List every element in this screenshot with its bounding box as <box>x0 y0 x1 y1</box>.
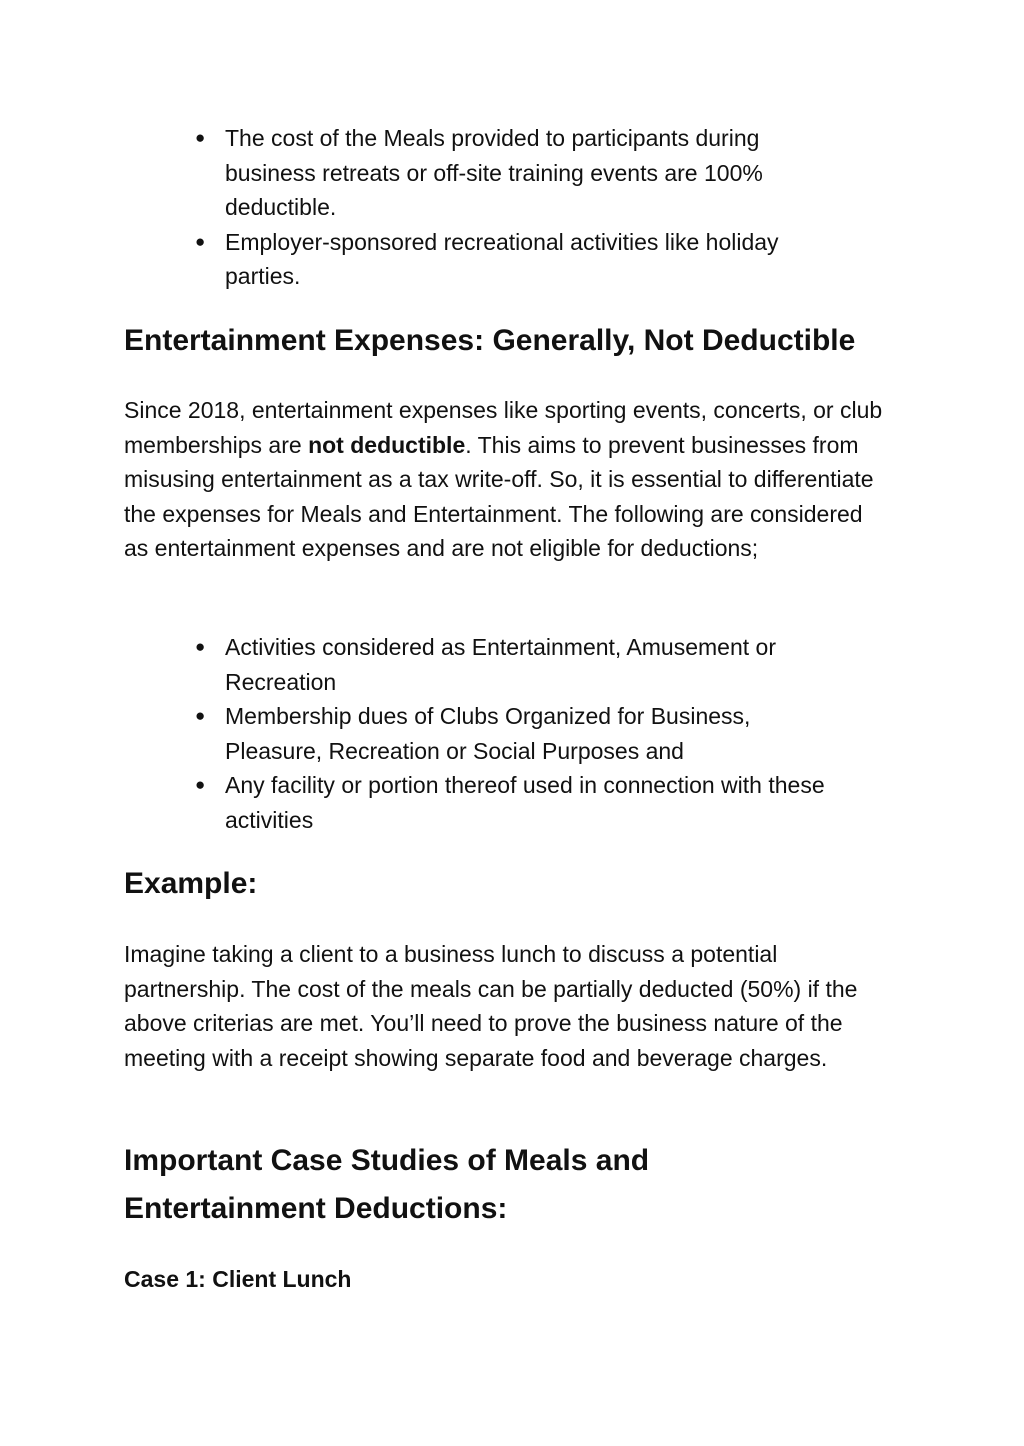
bullet-icon: ● <box>195 128 206 147</box>
list-item-text: Any facility or portion thereof used in connection with these activities <box>225 772 825 833</box>
list-item <box>195 225 845 294</box>
entertainment-heading: Entertainment Expenses: Generally, Not Deductible <box>124 324 856 357</box>
bullet-icon: ● <box>195 706 206 725</box>
list-item-text: The cost of the Meals provided to participants during business retreats or off-site training events are 100% deductible. <box>225 125 763 220</box>
list-item-text: Activities considered as Entertainment, Amusement or Recreation <box>225 634 776 695</box>
bullet-icon: ● <box>195 637 206 656</box>
meals-deductible-list <box>124 121 845 294</box>
list-item <box>195 630 845 699</box>
paragraph-text: Since 2018, entertainment expenses like sporting events, concerts, or club memberships are <box>124 397 883 458</box>
list-item <box>195 121 845 225</box>
case-1-heading: Case 1: Client Lunch <box>124 1266 352 1292</box>
paragraph-text: . This aims to prevent businesses from misusing entertainment as a tax write-off. So, it is essential to differentiate the expenses for Meals and Entertainment. The following are considered as entertainment expenses and are not eligible for deductions; <box>124 431 874 561</box>
example-heading: Example: <box>124 867 258 900</box>
example-paragraph: Imagine taking a client to a business lunch to discuss a potential partnership. The cost of the meals can be partially deducted (50%) if the above criterias are met. You’ll need to prove the business nature of the meeting with a receipt showing separate food and beverage charges. <box>124 941 858 1071</box>
entertainment-paragraph <box>124 393 884 566</box>
list-item-text: Membership dues of Clubs Organized for Business, Pleasure, Recreation or Social Purposes and <box>225 703 751 764</box>
bullet-icon: ● <box>195 775 206 794</box>
list-item-text: Employer-sponsored recreational activities like holiday parties. <box>225 228 779 289</box>
bullet-icon: ● <box>195 231 206 251</box>
emphasis-text: not deductible <box>308 431 466 458</box>
list-item <box>195 699 845 768</box>
list-item <box>195 768 845 837</box>
case-studies-heading: Important Case Studies of Meals and Entertainment Deductions: <box>124 1144 650 1225</box>
entertainment-list <box>124 630 845 837</box>
